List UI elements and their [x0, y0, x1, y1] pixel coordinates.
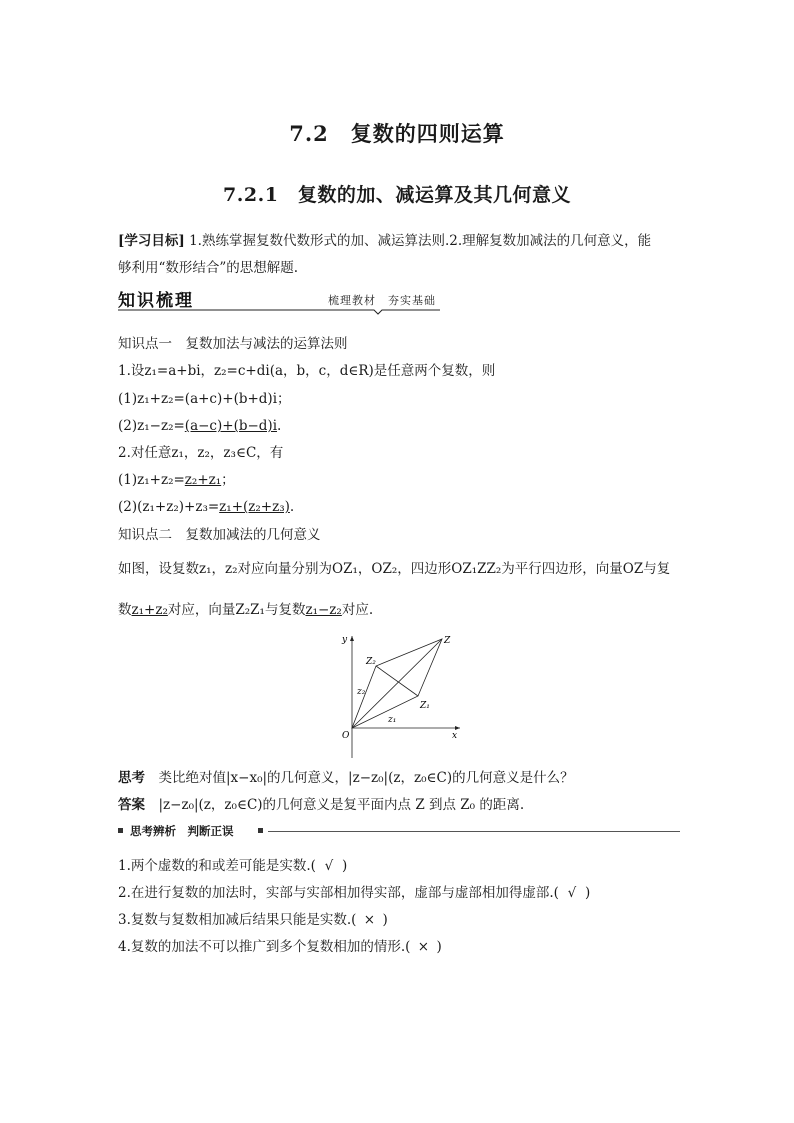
kp1-l2-prefix: (1)z₁+z₂= [118, 391, 185, 407]
kp2-heading: 知识点二 复数加减法的几何意义 [118, 527, 321, 543]
kp2-p2-c: 对应. [341, 602, 374, 618]
label-origin: O [342, 731, 350, 741]
judge-item-1-text: 1.两个虚数的和或差可能是实数.( [118, 858, 316, 874]
bar-square-right [258, 828, 263, 833]
kp1-heading: 知识点一 复数加法与减法的运算法则 [118, 336, 348, 352]
kp1-line-5 [118, 470, 235, 490]
kp1-line-1: 1.设z₁=a+bi，z₂=c+di(a，b，c，d∈R)是任意两个复数，则 [118, 363, 496, 379]
label-Z2: Z₂ [366, 657, 376, 667]
kp1-l3-answer: (a−c)+(b−d)i [184, 418, 278, 434]
judge-section-bar [118, 823, 680, 839]
kp1-line-4: 2.对任意z₁，z₂，z₃∈C，有 [118, 445, 284, 461]
parallelogram-diagram [338, 630, 468, 765]
think-answer [118, 795, 524, 815]
kp2-answer-1: z₁+z₂ [131, 602, 168, 618]
bar-square-left [118, 828, 123, 833]
section-banner [118, 286, 440, 316]
judge-item-4-mark: × [417, 939, 430, 955]
kp2-p2-b: 对应，向量Z₂Z₁与复数 [167, 602, 306, 618]
section-title: 知识梳理 [118, 291, 194, 311]
kp1-line-6 [118, 497, 294, 517]
x-axis-arrow [455, 726, 460, 730]
kp1-l6-suffix: . [289, 499, 295, 515]
label-y: y [342, 635, 348, 645]
section-subtitle: 7.2.1 复数的加、减运算及其几何意义 [223, 184, 571, 206]
page-title: 7.2 复数的四则运算 [289, 121, 505, 146]
kp1-l3-suffix: . [277, 418, 282, 434]
judge-item-4 [118, 937, 442, 957]
judge-item-1-mark: √ [324, 858, 334, 874]
judge-item-3-close: ) [382, 912, 388, 928]
label-Z: Z [444, 636, 451, 646]
judge-item-2-text: 2.在进行复数的加法时，实部与实部相加得实部，虚部与虚部相加得虚部.( [118, 885, 559, 901]
label-z2: z₂ [357, 687, 366, 697]
kp1-line-3 [118, 416, 281, 436]
label-Z1: Z₁ [420, 701, 430, 711]
kp1-l6-answer: z₁+(z₂+z₃) [219, 499, 290, 515]
kp1-l2-suffix: ； [277, 391, 291, 407]
section-tagline: 梳理教材 夯实基础 [328, 294, 436, 307]
judge-item-4-text: 4.复数的加法不可以推广到多个复数相加的情形.( [118, 939, 411, 955]
kp1-line-2 [118, 389, 291, 409]
judge-item-2-mark: √ [567, 885, 577, 901]
judge-section-label: 思考辨析 判断正误 [130, 824, 234, 838]
think-question-text: 类比绝对值|x−x₀|的几何意义，|z−z₀|(z，z₀∈C)的几何意义是什么？ [158, 770, 574, 786]
think-question-label: 思考 [118, 770, 145, 786]
diagonal-z2z1 [376, 666, 418, 696]
goals-label: [学习目标] [118, 233, 185, 249]
judge-item-3-text: 3.复数与复数相加减后结果只能是实数.( [118, 912, 357, 928]
goals-line-1 [118, 231, 651, 251]
goals-text-1: 1.熟练掌握复数代数形式的加、减运算法则.2.理解复数加减法的几何意义，能 [189, 233, 652, 249]
kp2-answer-2: z₁−z₂ [305, 602, 342, 618]
bar-rule [268, 831, 680, 832]
y-axis-arrow [350, 636, 354, 641]
kp1-l6-prefix: (2)(z₁+z₂)+z₃= [118, 499, 220, 515]
kp1-l3-prefix: (2)z₁−z₂= [118, 418, 185, 434]
judge-item-3 [118, 910, 388, 930]
kp2-para-2 [118, 600, 373, 620]
kp1-l5-prefix: (1)z₁+z₂= [118, 472, 185, 488]
label-z1: z₁ [388, 715, 397, 725]
judge-item-3-mark: × [363, 912, 376, 928]
kp1-l2-answer: (a+c)+(b+d)i [184, 391, 278, 407]
judge-item-4-close: ) [436, 939, 442, 955]
think-answer-text: |z−z₀|(z，z₀∈C)的几何意义是复平面内点 Z 到点 Z₀ 的距离. [158, 797, 525, 813]
kp1-l5-suffix: ； [221, 472, 235, 488]
label-x: x [452, 731, 458, 741]
judge-item-2-close: ) [584, 885, 591, 901]
kp1-l5-answer: z₂+z₁ [184, 472, 222, 488]
judge-item-1-close: ) [341, 858, 348, 874]
diagonal-oz [352, 639, 442, 728]
goals-line-2: 够利用“数形结合”的思想解题. [118, 260, 299, 276]
kp2-p2-a: 数 [118, 602, 132, 618]
think-answer-label: 答案 [118, 797, 145, 813]
judge-item-1 [118, 856, 347, 876]
kp2-para-1: 如图，设复数z₁，z₂对应向量分别为OZ₁，OZ₂，四边形OZ₁ZZ₂为平行四边形，向量OZ与复 [118, 561, 671, 577]
banner-underline [118, 286, 440, 316]
think-question [118, 768, 574, 788]
judge-item-2 [118, 883, 590, 903]
